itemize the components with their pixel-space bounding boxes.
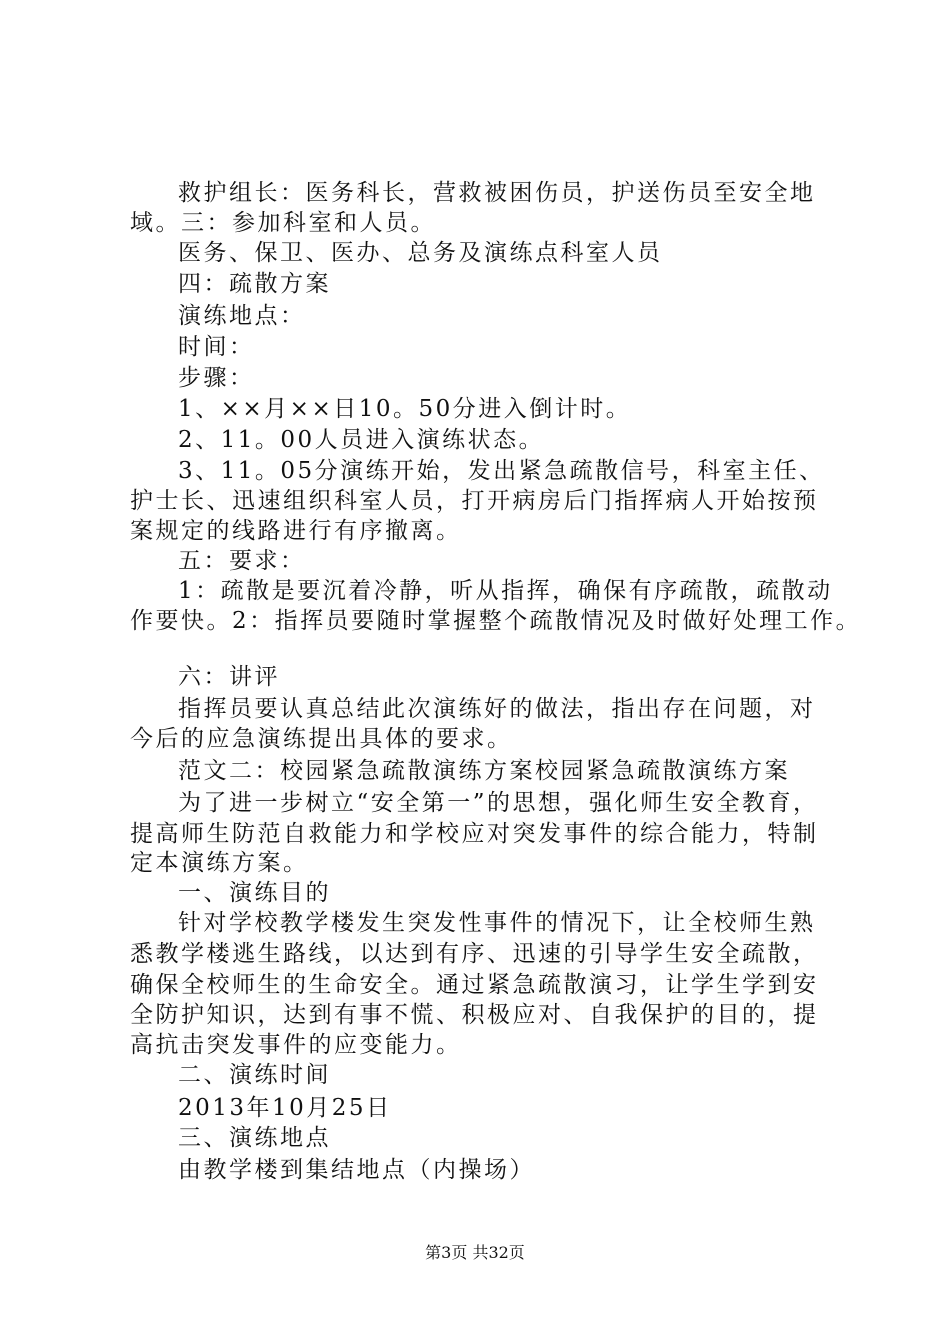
- text-line: 3、11。05分演练开始，发出紧急疏散信号，科室主任、: [178, 458, 825, 484]
- text-line: 作要快。2：指挥员要随时掌握整个疏散情况及时做好处理工作。: [130, 608, 862, 634]
- section-heading: 六：讲评: [178, 664, 280, 690]
- text-line: 演练地点：: [178, 303, 306, 329]
- text-line: 1、××月××日10。50分进入倒计时。: [178, 396, 632, 422]
- section-heading: 五：要求：: [178, 548, 306, 574]
- text-line: 确保全校师生的生命安全。通过紧急疏散演习，让学生学到安: [130, 972, 819, 998]
- section-heading: 四：疏散方案: [178, 271, 331, 297]
- text-line: 高抗击突发事件的应变能力。: [130, 1032, 462, 1058]
- page-number-footer: 第3页 共32页: [425, 1243, 525, 1262]
- text-line: 2013年10月25日: [178, 1095, 392, 1121]
- text-line: 今后的应急演练提出具体的要求。: [130, 726, 513, 752]
- text-line: 1：疏散是要沉着冷静，听从指挥，确保有序疏散，疏散动: [178, 578, 833, 604]
- text-line: 护士长、迅速组织科室人员，打开病房后门指挥病人开始按预: [130, 488, 819, 514]
- text-line: 全防护知识，达到有事不慌、积极应对、自我保护的目的，提: [130, 1002, 819, 1028]
- section-heading: 一、演练目的: [178, 880, 331, 906]
- text-line: 提高师生防范自救能力和学校应对突发事件的综合能力，特制: [130, 821, 819, 847]
- text-line: 针对学校教学楼发生突发性事件的情况下，让全校师生熟: [178, 910, 816, 936]
- text-line: 时间：: [178, 334, 255, 360]
- text-line: 由教学楼到集结地点（内操场）: [178, 1157, 535, 1183]
- section-heading: 三、演练地点: [178, 1125, 331, 1151]
- text-line: 2、11。00人员进入演练状态。: [178, 427, 545, 453]
- text-line: 步骤：: [178, 365, 255, 391]
- text-line: 为了进一步树立“安全第一”的思想，强化师生安全教育，: [178, 790, 819, 816]
- text-line: 案规定的线路进行有序撤离。: [130, 518, 462, 544]
- text-line: 悉教学楼逃生路线，以达到有序、迅速的引导学生安全疏散，: [130, 941, 819, 967]
- section-heading: 范文二：校园紧急疏散演练方案校园紧急疏散演练方案: [178, 758, 790, 784]
- text-line: 指挥员要认真总结此次演练好的做法，指出存在问题，对: [178, 696, 816, 722]
- text-line: 定本演练方案。: [130, 850, 309, 876]
- text-line: 域。三：参加科室和人员。: [130, 210, 436, 236]
- section-heading: 二、演练时间: [178, 1062, 331, 1088]
- text-line: 救护组长：医务科长，营救被困伤员，护送伤员至安全地: [178, 180, 816, 206]
- text-line: 医务、保卫、医办、总务及演练点科室人员: [178, 240, 663, 266]
